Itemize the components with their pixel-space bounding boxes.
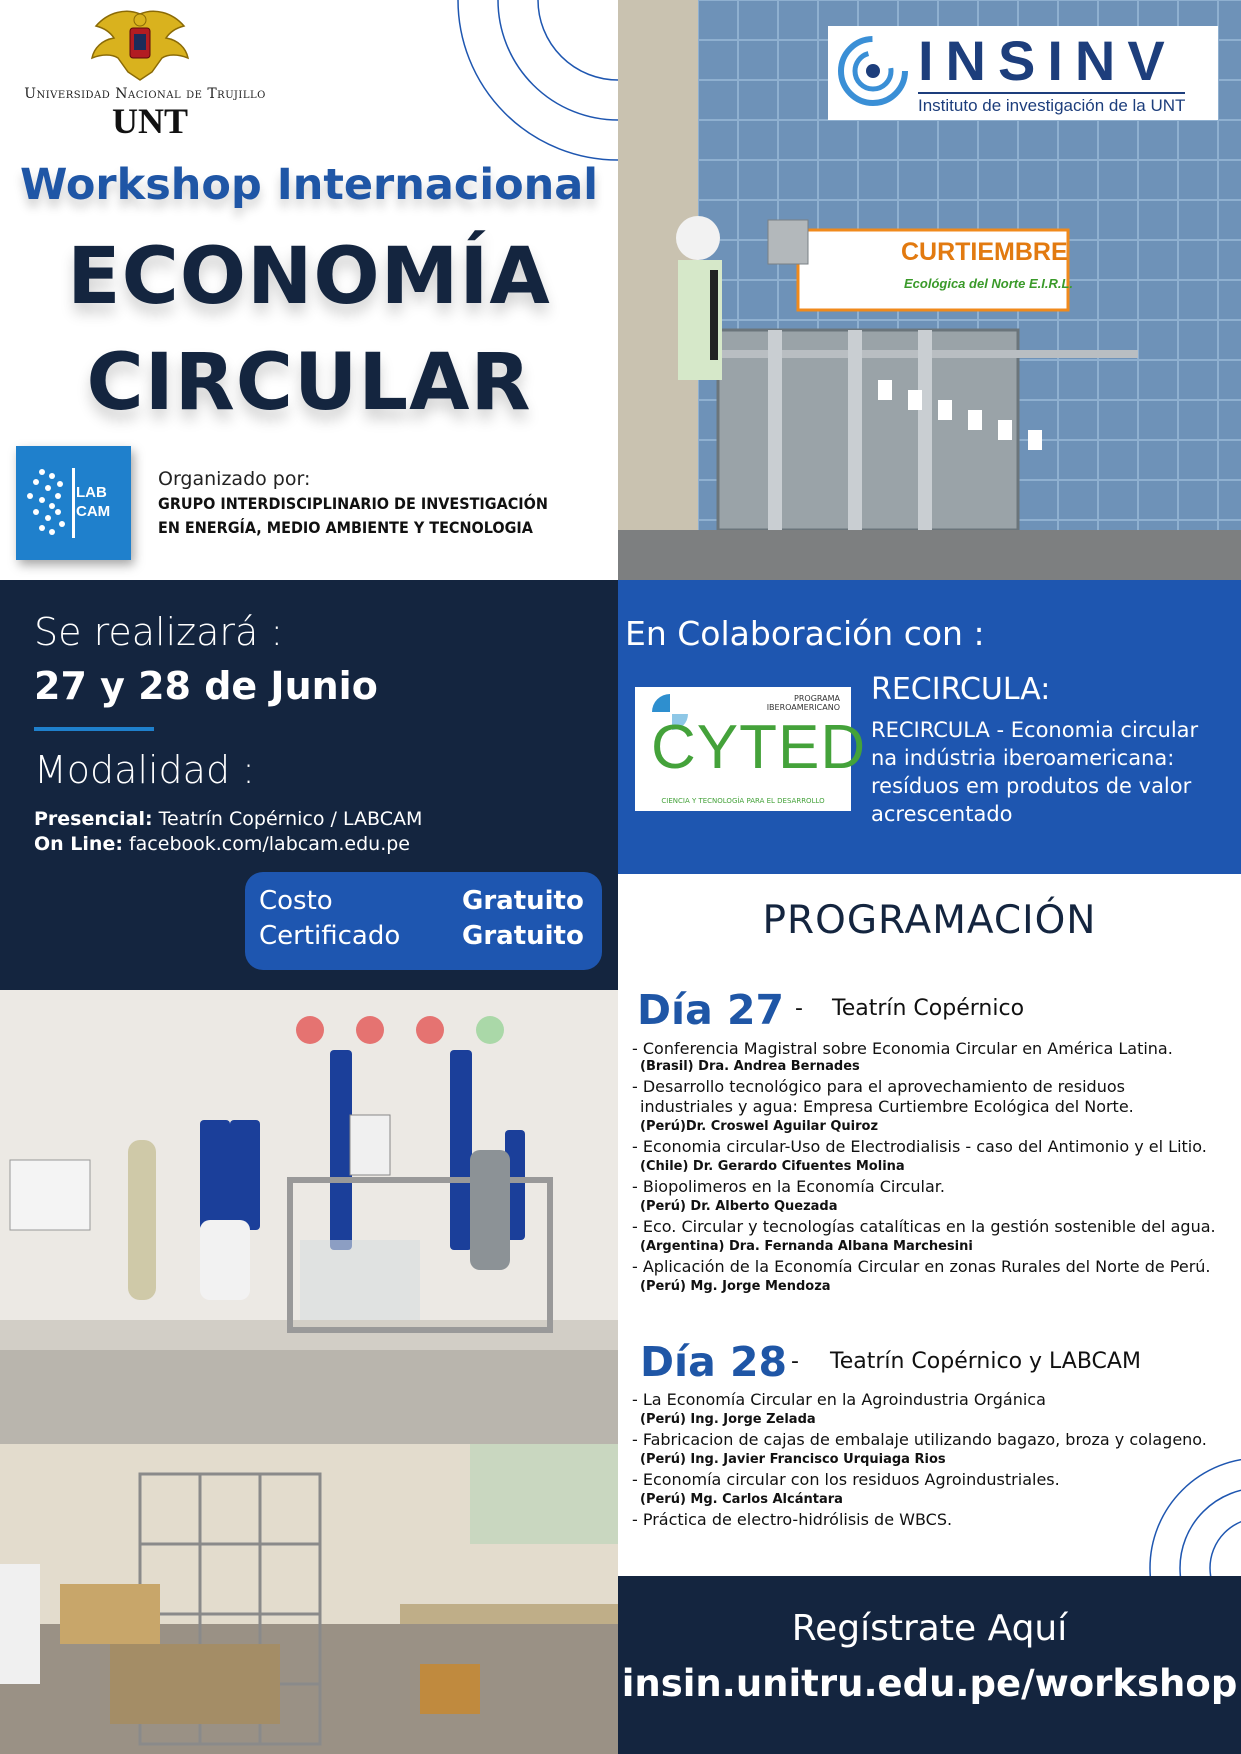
day28-venue: Teatrín Copérnico y LABCAM [830,1349,1141,1374]
talk-28-3: - Economía circular con los residuos Agroindustriales. [632,1470,1060,1489]
talk-28-4: - Práctica de electro-hidrólisis de WBCS. [632,1510,953,1529]
presencial-label: Presencial: [34,808,153,830]
speaker-28-3: (Perú) Mg. Carlos Alcántara [640,1492,843,1507]
cyted-name: CYTED [651,713,867,782]
speaker-28-1: (Perú) Ing. Jorge Zelada [640,1412,816,1427]
talk-28-1: - La Economía Circular en la Agroindustria Orgánica [632,1390,1046,1409]
labcam-text-lab: LAB [76,484,107,501]
speaker-27-3: (Chile) Dr. Gerardo Cifuentes Molina [640,1159,905,1174]
speaker-27-1: (Brasil) Dra. Andrea Bernades [640,1059,860,1074]
talk-27-6: - Aplicación de la Economía Circular en zonas Rurales del Norte de Perú. [632,1257,1211,1276]
register-label: Regístrate Aquí [791,1608,1068,1649]
organizer-label: Organizado por: [158,468,311,490]
talk-27-3: - Economia circular-Uso de Electrodialisis - caso del Antimonio y el Litio. [632,1137,1207,1156]
unt-crest-icon [88,6,192,86]
online-line [34,833,410,855]
cost-label: Costo [259,886,333,916]
insinv-target-icon [836,34,910,108]
day27-venue: Teatrín Copérnico [832,996,1025,1021]
lab-equipment-photo [0,990,618,1444]
event-date: 27 y 28 de Junio [34,664,378,708]
insinv-subtitle: Instituto de investigación de la UNT [918,92,1185,116]
talk-27-4: - Biopolimeros en la Economía Circular. [632,1177,945,1196]
day27-dash: - [795,996,803,1021]
main-title-line1: ECONOMÍA [67,232,551,322]
lab-room-photo [0,1444,618,1754]
day28-dash: - [791,1349,799,1374]
organizer-line1: GRUPO INTERDISCIPLINARIO DE INVESTIGACIÓN [158,494,548,513]
speaker-28-2: (Perú) Ing. Javier Francisco Urquiaga Rios [640,1452,946,1467]
project-title: RECIRCULA: [871,672,1051,707]
organizer-line2: EN ENERGÍA, MEDIO AMBIENTE Y TECNOLOGIA [158,518,533,537]
cost-box [245,872,602,970]
speaker-27-4: (Perú) Dr. Alberto Quezada [640,1199,838,1214]
tannery-sign-title: CURTIEMBRE [901,238,1068,266]
main-title-line2: CIRCULAR [86,338,532,428]
lab-room-illustration [0,1444,618,1754]
project-description: RECIRCULA - Economia circular na indústria iberoamericana: resíduos em produtos de valor acrescentado [871,718,1199,826]
talk-27-1: - Conferencia Magistral sobre Economia Circular en América Latina. [632,1039,1173,1058]
labcam-logo-text [76,483,110,521]
insinv-name: INSINV [918,29,1177,92]
talk-27-5: - Eco. Circular y tecnologías catalíticas en la gestión sostenible del agua. [632,1217,1216,1236]
date-underline [34,727,154,731]
cyted-program-label: PROGRAMA IBEROAMERICANO [766,694,840,712]
decorative-circles-bottom [1140,1448,1241,1576]
online-label: On Line: [34,833,123,855]
speaker-27-6: (Perú) Mg. Jorge Mendoza [640,1279,831,1294]
talk-27-2b: industriales y agua: Empresa Curtiembre Ecológica del Norte. [640,1097,1134,1116]
collaboration-label: En Colaboración con : [625,614,985,653]
dna-icon [22,466,80,540]
tannery-sign-subtitle: Ecológica del Norte E.I.R.L. [904,276,1074,291]
day28-label: Día 28 [640,1338,788,1386]
day27-label: Día 27 [637,986,785,1034]
talk-28-2: - Fabricacion de cajas de embalaje utilizando bagazo, broza y colageno. [632,1430,1207,1449]
mode-label: Modalidad : [34,748,255,792]
workshop-title: Workshop Internacional [19,160,599,210]
when-label: Se realizará : [34,610,284,654]
speaker-27-2: (Perú)Dr. Croswel Aguilar Quiroz [640,1119,879,1134]
labcam-text-cam: CAM [76,503,111,520]
register-link[interactable]: insin.unitru.edu.pe/workshop [621,1662,1238,1705]
cost-value: Gratuito [462,886,584,916]
online-link[interactable]: facebook.com/labcam.edu.pe [122,833,410,855]
organizer-name [158,492,548,540]
cyted-tagline: CIENCIA Y TECNOLOGÍA PARA EL DESARROLLO [661,797,825,805]
university-short-name: UNT [111,101,188,141]
talk-27-2: - Desarrollo tecnológico para el aprovechamiento de residuos [632,1077,1125,1096]
lab-equipment-illustration [0,990,618,1444]
university-name: Universidad Nacional de Trujillo [24,86,266,102]
presencial-value: Teatrín Copérnico / LABCAM [152,808,423,830]
certificate-label: Certificado [259,921,401,951]
program-title: PROGRAMACIÓN [762,898,1097,943]
presencial-line [34,808,422,830]
certificate-value: Gratuito [462,921,584,951]
speaker-27-5: (Argentina) Dra. Fernanda Albana Marchesini [640,1239,973,1254]
